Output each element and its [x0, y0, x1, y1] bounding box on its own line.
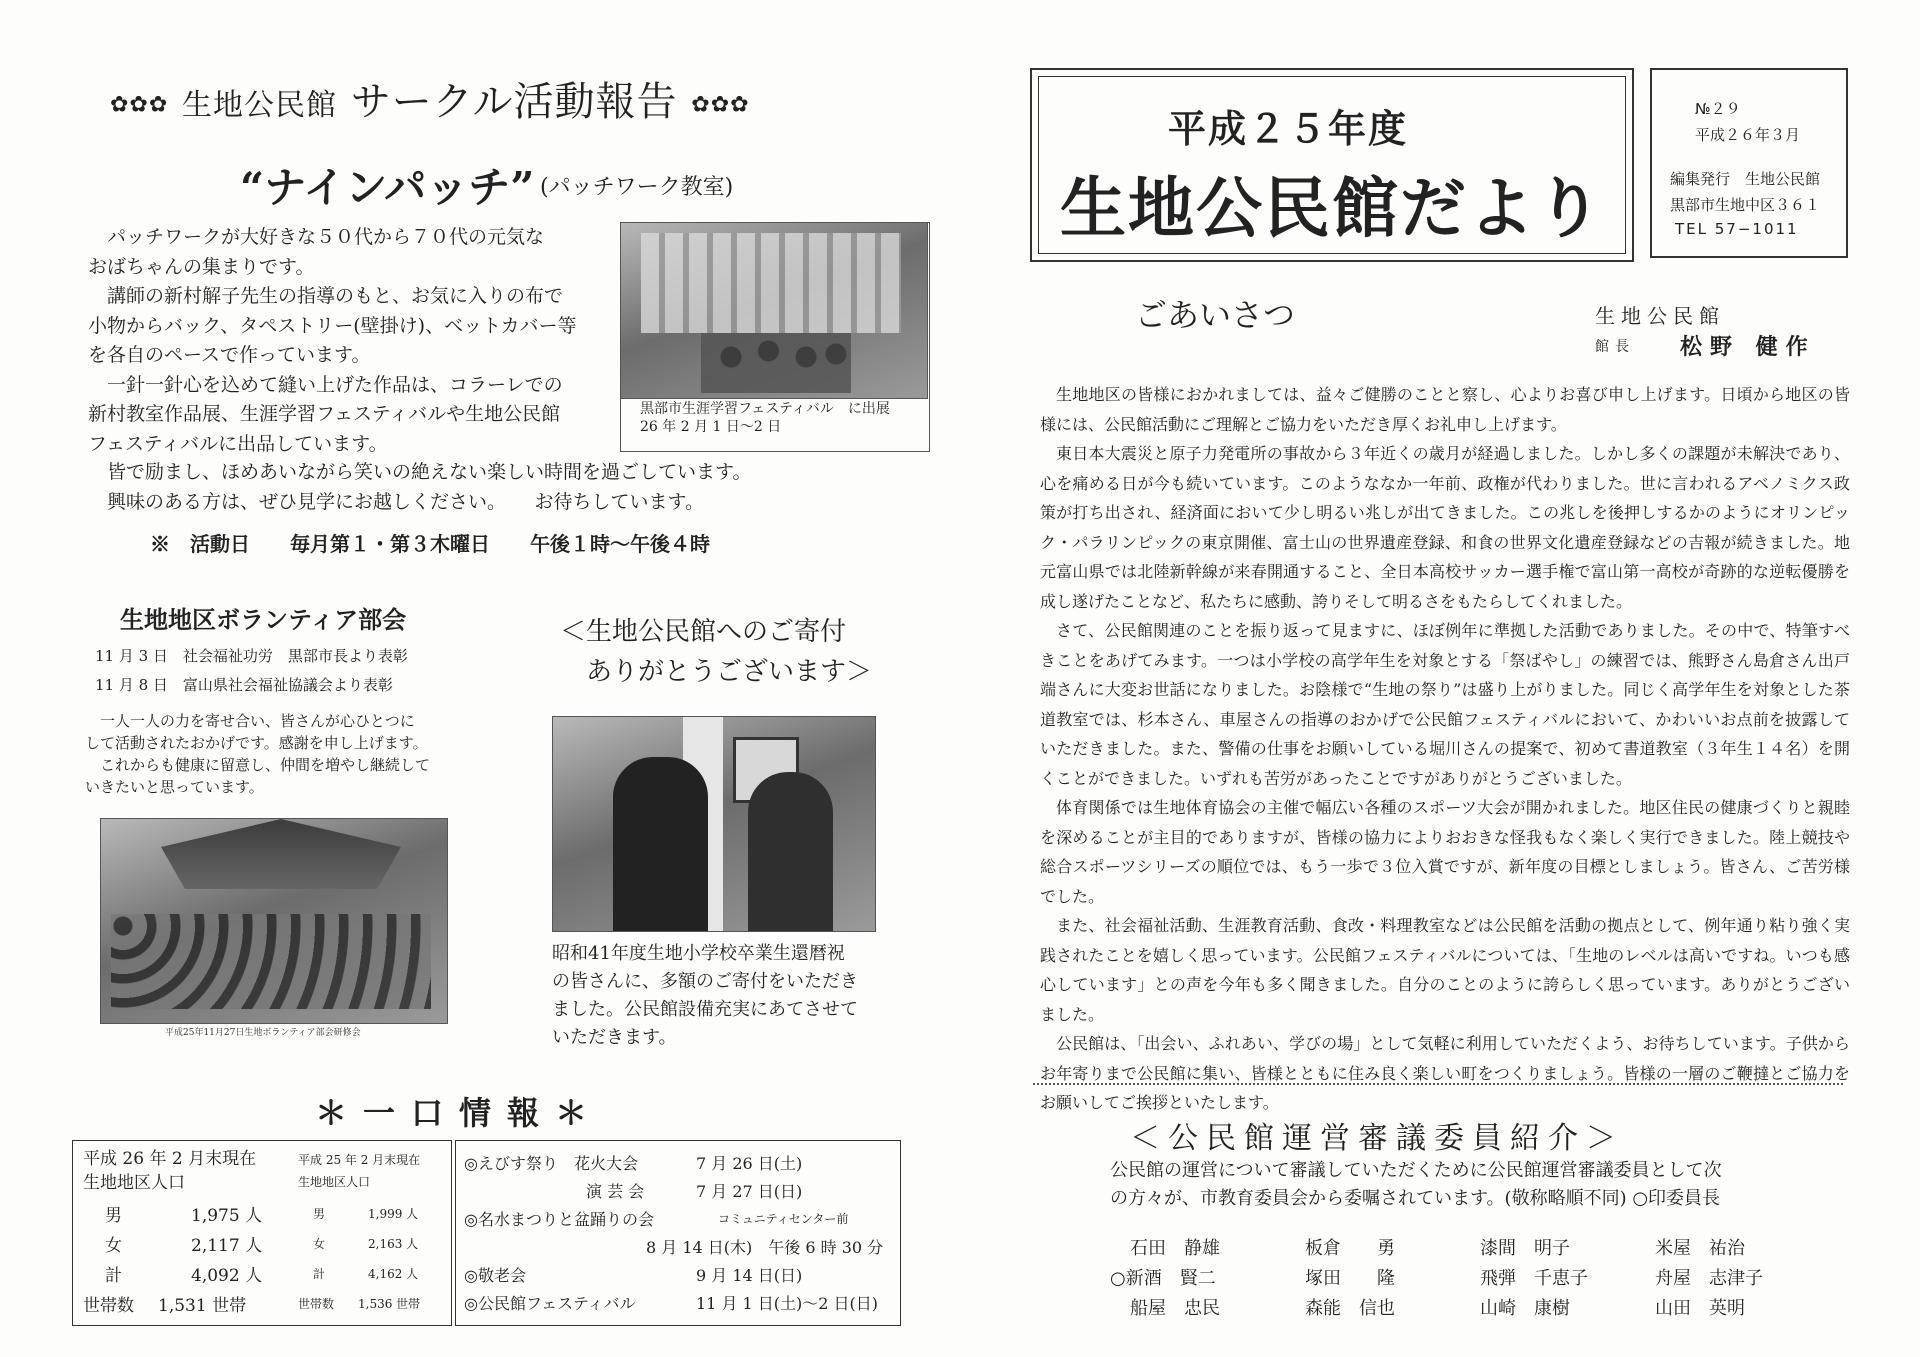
greeting-paragraph: また、社会福祉活動、生涯教育活動、食改・料理教室などは公民館を活動の拠点として、例年通り粘り強く実践されたことを嬉しく思っています。公民館フェスティバルについては、「生地のレベルは高いですね。いつも感心しています」との声を今年も多く聞きました。自分のことのように誇らしく思っています。ありがとうございました。	[1040, 916, 1850, 1024]
ninepatch-title: “ナインパッチ”	[240, 163, 535, 212]
issue-date: 平成２６年３月	[1695, 126, 1801, 144]
greeting-paragraph: 公民館は、「出会い、ふれあい、学びの場」として気軽に利用していただくよう、お待ちしています。子供からお年寄りまで公民館に集い、皆様とともに住み良く楽しい町をつくりましょう。皆様の一層のご鞭撻とご協力をお願いしてご挨拶といたします。	[1040, 1034, 1850, 1112]
issue-number: №２９	[1695, 100, 1741, 118]
circle-header-prefix: 生地公民館	[182, 88, 338, 123]
volunteer-body	[85, 710, 485, 798]
pop-label: 女	[105, 1236, 122, 1256]
circle-report-header	[110, 70, 870, 127]
ninepatch-line: 一針一針心を込めて縫い上げた作品は、コラーレでの	[107, 373, 563, 396]
ninepatch-line: パッチワークが大好きな５０代から７０代の元気な	[107, 226, 545, 248]
population-box	[72, 1140, 452, 1326]
population-current-header	[83, 1147, 256, 1195]
donation-line: ました。公民館設備充実にあてさせて	[552, 999, 858, 1020]
donation-line: の皆さんに、多額のご寄付をいただき	[552, 971, 858, 992]
donation-photo	[552, 716, 876, 932]
pop-prev-value: 4,162 人	[368, 1267, 419, 1281]
ninepatch-body	[88, 223, 608, 459]
volunteer-line: して活動されたおかげです。感謝を申し上げます。	[85, 734, 428, 752]
committee-intro	[1110, 1157, 1860, 1213]
donation-body	[552, 940, 882, 1052]
committee-member: 山崎 康樹	[1480, 1298, 1570, 1319]
ninepatch-subtitle: (パッチワーク教室)	[540, 175, 734, 200]
ninepatch-line: 講師の新村解子先生の指導のもと、お気に入りの布で	[107, 285, 564, 307]
donation-title-line: ありがとうございます＞	[586, 657, 873, 687]
committee-member: ○新酒 賢二	[1110, 1268, 1216, 1289]
ninepatch-line: おばちゃんの集まりです。	[88, 255, 315, 278]
event-name: ◎公民館フェスティバル	[464, 1294, 636, 1313]
committee-member: 漆間 明子	[1480, 1238, 1570, 1259]
event-name: 演 芸 会	[586, 1182, 645, 1201]
masthead-title: 生地公民館だより	[1060, 169, 1604, 247]
section-divider	[1033, 1083, 1843, 1085]
ninepatch-line: 新村教室作品展、生涯学習フェスティバルや生地公民館	[88, 403, 561, 425]
population-prev-header	[298, 1149, 420, 1193]
pop-label: 世帯数	[83, 1296, 134, 1316]
pop-prev-value: 1,999 人	[368, 1207, 419, 1221]
activity-schedule: ※ 活動日 毎月第１・第３木曜日 午後１時～午後４時	[150, 532, 710, 556]
committee-member: 舟屋 志津子	[1655, 1268, 1763, 1289]
event-date: 11 月 1 日(土)～2 日(日)	[696, 1294, 879, 1313]
volunteer-photo-caption: 平成25年11月27日生地ボランティア部会研修会	[165, 1028, 361, 1038]
event-date: 7 月 26 日(土)	[696, 1154, 803, 1173]
committee-member: 山田 英明	[1655, 1298, 1745, 1319]
committee-intro-line: の方々が、市教育委員会から委嘱されています。(敬称略順不同) ○印委員長	[1110, 1188, 1721, 1209]
ninepatch-line: 興味のある方は、ぜひ見学にお越しください。 お待ちしています。	[107, 490, 704, 513]
pop-prev-label: 男	[313, 1207, 326, 1221]
pop-label: 男	[105, 1206, 122, 1226]
committee-member: 石田 静雄	[1130, 1238, 1220, 1259]
publisher: 編集発行 生地公民館	[1670, 170, 1821, 188]
event-name: ◎えびす祭り 花火大会	[464, 1154, 638, 1173]
pop-value: 1,975 人	[191, 1206, 263, 1226]
committee-member: 森能 信也	[1305, 1298, 1395, 1319]
pop-label: 計	[105, 1266, 122, 1286]
flower-ornament-icon: ✿✿✿	[691, 92, 750, 118]
committee-member: 飛弾 千恵子	[1480, 1268, 1588, 1289]
pop-value: 2,117 人	[191, 1236, 263, 1256]
committee-title: ＜公民館運営審議委員紹介＞	[1130, 1121, 1624, 1156]
greeting-role: 館長	[1595, 339, 1635, 355]
festival-photo	[620, 222, 928, 399]
flower-ornament-icon: ✿✿✿	[110, 92, 169, 118]
festival-photo-caption: 黒部市生涯学習フェスティバル に出展 26 年 2 月 1 日～2 日	[640, 401, 904, 435]
greeting-paragraph: さて、公民館関連のことを振り返って見ますに、ほぼ例年に準拠した活動でありました。その中で、特筆すべきことをあげてみます。一つは小学校の高学年生を対象とする「祭ばやし」の練習では、熊野さん島倉さん出戸端さんに大変お世話になりました。お陰様で“生地の祭り”は盛り上がりました。同じく高学年生を対象とした茶道教室では、杉本さん、車屋さんの指導のおかげで公民館フェスティバルにおいて、かわいいお点前を披露していただきました。また、警備の仕事をお願いしている堀川さんの提案で、初めて書道教室（３年生１４名）を開くことができました。いずれも苦労があったことですがありがとうございました。	[1040, 621, 1850, 788]
header-line: 生地地区人口	[298, 1175, 371, 1189]
volunteer-awards	[95, 642, 408, 700]
ninepatch-line: 小物からバック、タペストリー(壁掛け)、ベットカバー等	[88, 314, 577, 337]
committee-member: 船屋 忠民	[1130, 1298, 1220, 1319]
greeting-body	[1040, 380, 1850, 1118]
event-date: 9 月 14 日(日)	[696, 1266, 803, 1285]
volunteer-line: これからも健康に留意し、仲間を増やし継続して	[100, 756, 431, 774]
pop-prev-value: 2,163 人	[368, 1237, 419, 1251]
header-line: 生地地区人口	[83, 1173, 185, 1193]
ninepatch-line: 皆で励まし、ほめあいながら笑いの絶えない楽しい時間を過ごしています。	[107, 461, 752, 483]
donation-title	[560, 612, 872, 692]
volunteer-title: 生地地区ボランティア部会	[120, 605, 407, 634]
pop-value: 1,531 世帯	[158, 1296, 247, 1316]
pop-prev-value: 1,536 世帯	[358, 1297, 421, 1311]
greeting-title: ごあいさつ	[1135, 296, 1296, 334]
header-line: 平成 25 年 2 月末現在	[298, 1153, 421, 1167]
volunteer-group-photo	[100, 818, 448, 1024]
greeting-paragraph: 生地地区の皆様におかれましては、益々ご健勝のことと察し、心よりお喜び申し上げます。日頃から地区の皆様には、公民館活動にご理解とご協力をいただき厚くお礼申し上げます。	[1040, 385, 1850, 434]
address: 黒部市生地中区３６１	[1670, 196, 1821, 214]
greeting-paragraph: 東日本大震災と原子力発電所の事故から３年近くの歳月が経過しました。しかし多くの課題が未解決であり、心を痛める日が今も続いています。このようななか一年前、政権が代わりました。世に言われるアベノミクス政策が打ち出され、経済面において少し明るい兆しが出てきました。この兆しを後押しするかのようにオリンピック・パラリンピックの東京開催、富士山の世界遺産登録、和食の世界文化遺産登録などの吉報が続きました。地元富山県では北陸新幹線が来春開通すること、全日本高校サッカー選手権で富山第一高校が奇跡的な逆転優勝を成し遂げたことなど、私たちに感動、誇りそして明るさをもたらしてくれました。	[1040, 444, 1850, 611]
greeting-paragraph: 体育関係では生地体育協会の主催で幅広い各種のスポーツ大会が開かれました。地区住民の健康づくりと親睦を深めることが主目的でありますが、皆様の協力によりおおきな怪我もなく楽しく実行できました。陸上競技や総合スポーツシリーズの順位では、もう一歩で３位入賞ですが、新年度の目標としましょう。皆さん、ご苦労様でした。	[1040, 798, 1850, 906]
committee-member: 板倉 勇	[1305, 1238, 1395, 1259]
ninepatch-line: を各自のペースで作っています。	[88, 344, 371, 366]
award-item: 11 月 3 日 社会福祉功労 黒部市長より表彰	[95, 647, 408, 665]
pop-value: 4,092 人	[191, 1266, 263, 1286]
ninepatch-line: フェスティバルに出品しています。	[88, 432, 388, 455]
volunteer-line: いきたいと思っています。	[85, 778, 264, 796]
donation-line: いただきます。	[552, 1027, 677, 1048]
award-item: 11 月 8 日 富山県社会福祉協議会より表彰	[95, 676, 393, 694]
event-name: ◎敬老会	[464, 1266, 526, 1285]
greeting-org: 生地公民館	[1595, 304, 1725, 328]
volunteer-line: 一人一人の力を寄せ合い、皆さんが心ひとつに	[100, 712, 415, 730]
pop-prev-label: 計	[313, 1267, 326, 1281]
committee-member: 米屋 祐治	[1655, 1238, 1745, 1259]
committee-member: 塚田 隆	[1305, 1268, 1395, 1289]
event-date: 8 月 14 日(木) 午後 6 時 30 分	[646, 1238, 884, 1257]
masthead-year: 平成２５年度	[1168, 106, 1409, 151]
event-name: ◎名水まつりと盆踊りの会	[464, 1210, 654, 1229]
donation-title-line: ＜生地公民館へのご寄付	[560, 617, 847, 647]
circle-header-title: サークル活動報告	[350, 79, 678, 125]
event-date: 7 月 27 日(日)	[696, 1182, 803, 1201]
info-title: ＊一口情報＊	[315, 1094, 604, 1132]
ninepatch-body-2	[88, 458, 788, 517]
pop-prev-label: 世帯数	[298, 1297, 335, 1311]
donation-line: 昭和41年度生地小学校卒業生還暦祝	[552, 943, 845, 964]
events-box	[455, 1140, 901, 1326]
telephone: TEL 57−1011	[1675, 220, 1799, 238]
event-note: コミュニティセンター前	[718, 1212, 849, 1226]
greeting-name: 松野 健作	[1680, 334, 1816, 360]
header-line: 平成 26 年 2 月末現在	[83, 1149, 257, 1169]
committee-intro-line: 公民館の運営について審議していただくために公民館運営審議委員として次	[1110, 1160, 1722, 1181]
pop-prev-label: 女	[313, 1237, 326, 1251]
